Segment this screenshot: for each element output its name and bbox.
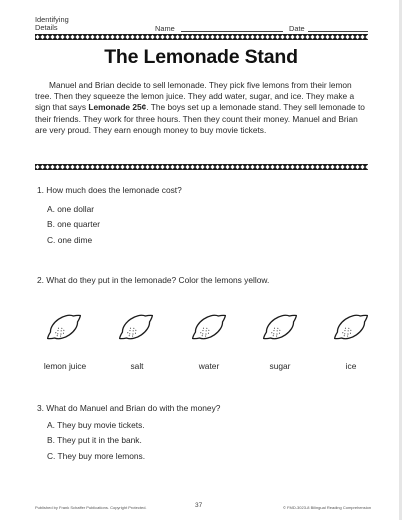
decorative-border-middle: [35, 164, 368, 170]
name-field-line[interactable]: [181, 31, 283, 32]
question-3-option-b[interactable]: B. They put it in the bank.: [47, 435, 142, 445]
skill-label: [35, 16, 69, 32]
date-field-line[interactable]: [308, 31, 368, 32]
question-1: 1. How much does the lemonade cost?: [37, 185, 182, 195]
story-text-before-sign: Manuel and Brian decide to sell lemonade. They pick five lemons from their lemon tree. Then they squeeze the lemon juice. They add water, sugar, and ice. They make a sign that says: [35, 80, 355, 113]
question-1-option-a[interactable]: A. one dollar: [47, 204, 95, 214]
skill-label-line2: Details: [35, 23, 58, 32]
page-title: The Lemonade Stand: [104, 46, 298, 68]
lemon-icon[interactable]: [114, 305, 158, 349]
lemon-icon[interactable]: [42, 305, 86, 349]
lemon-icon[interactable]: [258, 305, 302, 349]
question-3: 3. What do Manuel and Brian do with the money?: [37, 403, 221, 413]
footer-page-number: 37: [195, 502, 203, 509]
lemon-label-sugar: sugar: [269, 361, 291, 371]
name-label: Name: [155, 24, 175, 33]
date-label: Date: [289, 24, 305, 33]
lemon-icon[interactable]: [329, 305, 373, 349]
lemon-label-lemon-juice: lemon juice: [43, 361, 87, 371]
question-3-option-a[interactable]: A. They buy movie tickets.: [47, 420, 145, 430]
question-3-option-c[interactable]: C. They buy more lemons.: [47, 451, 146, 461]
story-paragraph: [35, 80, 369, 136]
lemon-label-water: water: [198, 361, 220, 371]
question-2: 2. What do they put in the lemonade? Color the lemons yellow.: [37, 275, 270, 285]
skill-label-line1: Identifying: [35, 15, 69, 24]
question-1-option-b[interactable]: B. one quarter: [47, 219, 101, 229]
lemon-label-salt: salt: [130, 361, 144, 371]
footer-publisher: Published by Frank Schaffer Publications. Copyright Protected.: [35, 505, 147, 510]
decorative-border-top: [35, 34, 368, 40]
lemon-icon[interactable]: [187, 305, 231, 349]
footer-copyright: © FMD-3023-8 Bilingual Reading Comprehension: [283, 505, 372, 510]
question-1-option-c[interactable]: C. one dime: [47, 235, 93, 245]
story-sign-text: Lemonade 25¢: [88, 102, 147, 113]
story-text-after-sign: . The boys set up a lemonade stand. They sell lemonade to their friends. They work for three hours. Then they count their money. Manuel and Brian are very proud. They earn enough money to buy movie tickets.: [35, 102, 365, 135]
lemon-label-ice: ice: [345, 361, 357, 371]
